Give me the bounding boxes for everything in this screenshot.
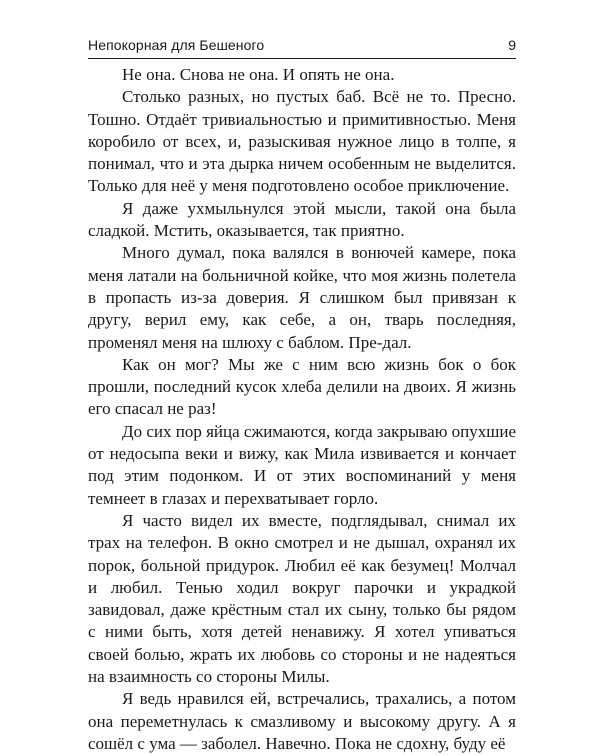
paragraph: Я часто видел их вместе, подглядывал, снимал их трах на телефон. В окно смотрел и не дышал, охранял их порок, больной придурок. Любил её как безумец! Молчал и любил. Тенью ходил вокруг парочки и украдкой завидовал, даже крёстным стал их сыну, только бы рядом с ними быть, хотя детей ненавижу. Я хотел упиваться своей болью, жрать их любовь со стороны и не надеяться на взаимность со стороны Милы. [88,510,516,687]
paragraph: Столько разных, но пустых баб. Всё не то. Пресно. Тошно. Отдаёт тривиальностью и примитивностью. Меня коробило от всех, и, разыскивая нужное лицо в толпе, я понимал, что и эта дырка ничем особенным не выделится. Только для неё у меня подготовлено особое приключение. [88,87,516,196]
page-number: 9 [508,37,516,53]
paragraph: До сих пор яйца сжимаются, когда закрываю опухшие от недосыпа веки и вижу, как Мила извивается и кончает под этим подонком. И от этих воспоминаний у меня темнеет в глазах и перехватывает горло. [88,421,516,508]
paragraph: Как он мог? Мы же с ним всю жизнь бок о бок прошли, последний кусок хлеба делили на двоих. Я жизнь его спасал не раз! [88,354,516,419]
paragraph: Я ведь нравился ей, встречались, трахались, а потом она переметнулась к смазливому и высокому другу. А я сошёл с ума — заболел. Навечно. Пока не сдохну, буду её [88,689,516,753]
book-title: Непокорная для Бешеного [88,37,265,53]
body-text [88,64,516,755]
running-header [88,36,516,58]
header-divider [88,58,516,59]
paragraph: Я даже ухмыльнулся этой мысли, такой она была сладкой. Мстить, оказывается, так приятно. [88,198,516,241]
paragraph: Не она. Снова не она. И опять не она. [122,65,395,84]
paragraph: Много думал, пока валялся в вонючей камере, пока меня латали на больничной койке, что моя жизнь полетела в пропасть из-за доверия. Я слишком был привязан к другу, верил ему, как себе, а он, тварь последняя, променял меня на шлюху с баблом. Пре-дал. [88,243,516,352]
